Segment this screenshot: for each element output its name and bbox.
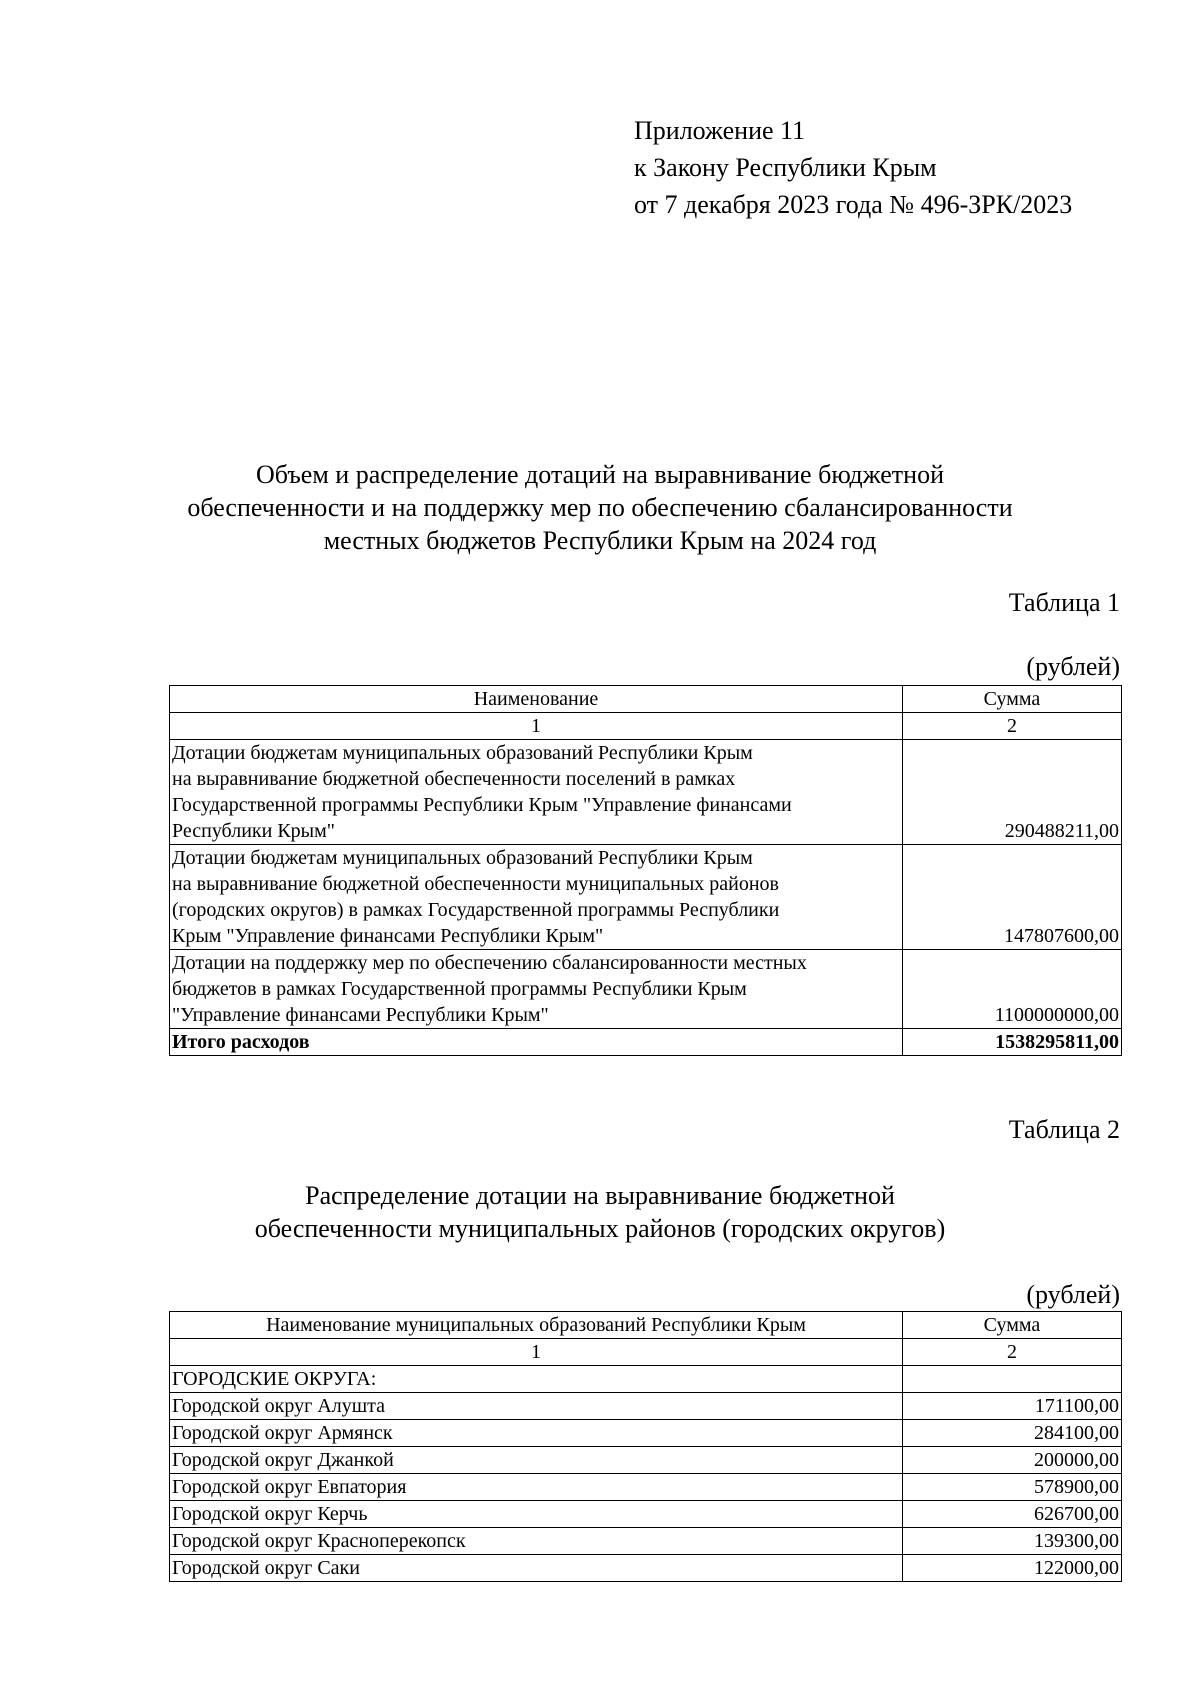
table1-label: Таблица 1 <box>1008 588 1120 617</box>
row-sum: 578900,00 <box>903 1474 1122 1501</box>
table-row <box>170 1393 1122 1420</box>
section-label: ГОРОДСКИЕ ОКРУГА: <box>170 1366 903 1393</box>
table1 <box>169 685 1122 1056</box>
row-sum: 139300,00 <box>903 1528 1122 1555</box>
row-name: Городской округ Керчь <box>170 1501 903 1528</box>
title-line: Распределение дотации на выравнивание бюджетной <box>305 1181 895 1210</box>
row-description-line: Государственной программы Республики Крым "Управление финансами <box>172 794 792 816</box>
row-sum: 171100,00 <box>903 1393 1122 1420</box>
header-line-law: к Закону Республики Крым <box>634 153 937 182</box>
column-number: 2 <box>903 1339 1122 1366</box>
column-number: 2 <box>903 713 1122 740</box>
total-sum: 1538295811,00 <box>903 1029 1122 1056</box>
table-row <box>170 1528 1122 1555</box>
column-number: 1 <box>170 713 903 740</box>
table-row <box>170 740 1122 845</box>
table-row <box>170 845 1122 950</box>
row-description-line: Дотации бюджетам муниципальных образований Республики Крым <box>172 742 753 764</box>
row-sum: 200000,00 <box>903 1447 1122 1474</box>
document-header <box>634 112 1072 223</box>
row-sum: 626700,00 <box>903 1501 1122 1528</box>
title-line: обеспеченности и на поддержку мер по обеспечению сбалансированности <box>187 493 1013 522</box>
row-description <box>170 845 903 950</box>
table-row <box>170 1501 1122 1528</box>
row-name: Городской округ Евпатория <box>170 1474 903 1501</box>
table-total-row <box>170 1029 1122 1056</box>
table-row <box>170 1420 1122 1447</box>
table-row <box>170 950 1122 1029</box>
header-line-date: от 7 декабря 2023 года № 496-ЗРК/2023 <box>634 190 1073 219</box>
column-number: 1 <box>170 1339 903 1366</box>
row-name: Городской округ Джанкой <box>170 1447 903 1474</box>
table-row <box>170 1447 1122 1474</box>
row-description <box>170 950 903 1029</box>
table-header-row <box>170 1312 1122 1339</box>
title-line: обеспеченности муниципальных районов (городских округов) <box>254 1214 946 1243</box>
row-sum: 122000,00 <box>903 1555 1122 1582</box>
title-line: Объем и распределение дотаций на выравнивание бюджетной <box>256 460 944 489</box>
row-sum: 1100000000,00 <box>903 950 1122 1029</box>
document-title <box>150 458 1050 557</box>
table-row <box>170 1474 1122 1501</box>
table2-title <box>150 1179 1050 1245</box>
header-cell-name: Наименование <box>170 686 903 713</box>
header-line-appendix: Приложение 11 <box>634 116 806 145</box>
row-sum: 290488211,00 <box>903 740 1122 845</box>
row-description-line: Крым "Управление финансами Республики Крым" <box>172 925 604 947</box>
row-description-line: на выравнивание бюджетной обеспеченности муниципальных районов <box>172 873 779 895</box>
row-sum: 284100,00 <box>903 1420 1122 1447</box>
table-number-row <box>170 713 1122 740</box>
table2-unit: (рублей) <box>1026 1280 1120 1309</box>
row-description-line: Дотации бюджетам муниципальных образований Республики Крым <box>172 847 753 869</box>
row-description-line: Дотации на поддержку мер по обеспечению сбалансированности местных <box>172 952 807 974</box>
row-name: Городской округ Саки <box>170 1555 903 1582</box>
row-description-line: "Управление финансами Республики Крым" <box>172 1004 549 1026</box>
table-row <box>170 1555 1122 1582</box>
title-line: местных бюджетов Республики Крым на 2024 год <box>323 526 877 555</box>
total-label: Итого расходов <box>170 1029 903 1056</box>
table1-unit: (рублей) <box>1026 652 1120 681</box>
row-description-line: бюджетов в рамках Государственной программы Республики Крым <box>172 978 747 1000</box>
row-name: Городской округ Армянск <box>170 1420 903 1447</box>
table-number-row <box>170 1339 1122 1366</box>
row-name: Городской округ Красноперекопск <box>170 1528 903 1555</box>
row-description <box>170 740 903 845</box>
row-description-line: (городских округов) в рамках Государственной программы Республики <box>172 899 780 921</box>
row-description-line: на выравнивание бюджетной обеспеченности поселений в рамках <box>172 768 736 790</box>
table2 <box>169 1311 1122 1582</box>
row-sum: 147807600,00 <box>903 845 1122 950</box>
header-cell-sum: Сумма <box>903 686 1122 713</box>
table-section-row <box>170 1366 1122 1393</box>
section-sum-empty <box>903 1366 1122 1393</box>
table2-label: Таблица 2 <box>1008 1115 1120 1144</box>
row-name: Городской округ Алушта <box>170 1393 903 1420</box>
row-description-line: Республики Крым" <box>172 820 335 842</box>
table-header-row <box>170 686 1122 713</box>
header-cell-sum: Сумма <box>903 1312 1122 1339</box>
header-cell-name: Наименование муниципальных образований Республики Крым <box>170 1312 903 1339</box>
